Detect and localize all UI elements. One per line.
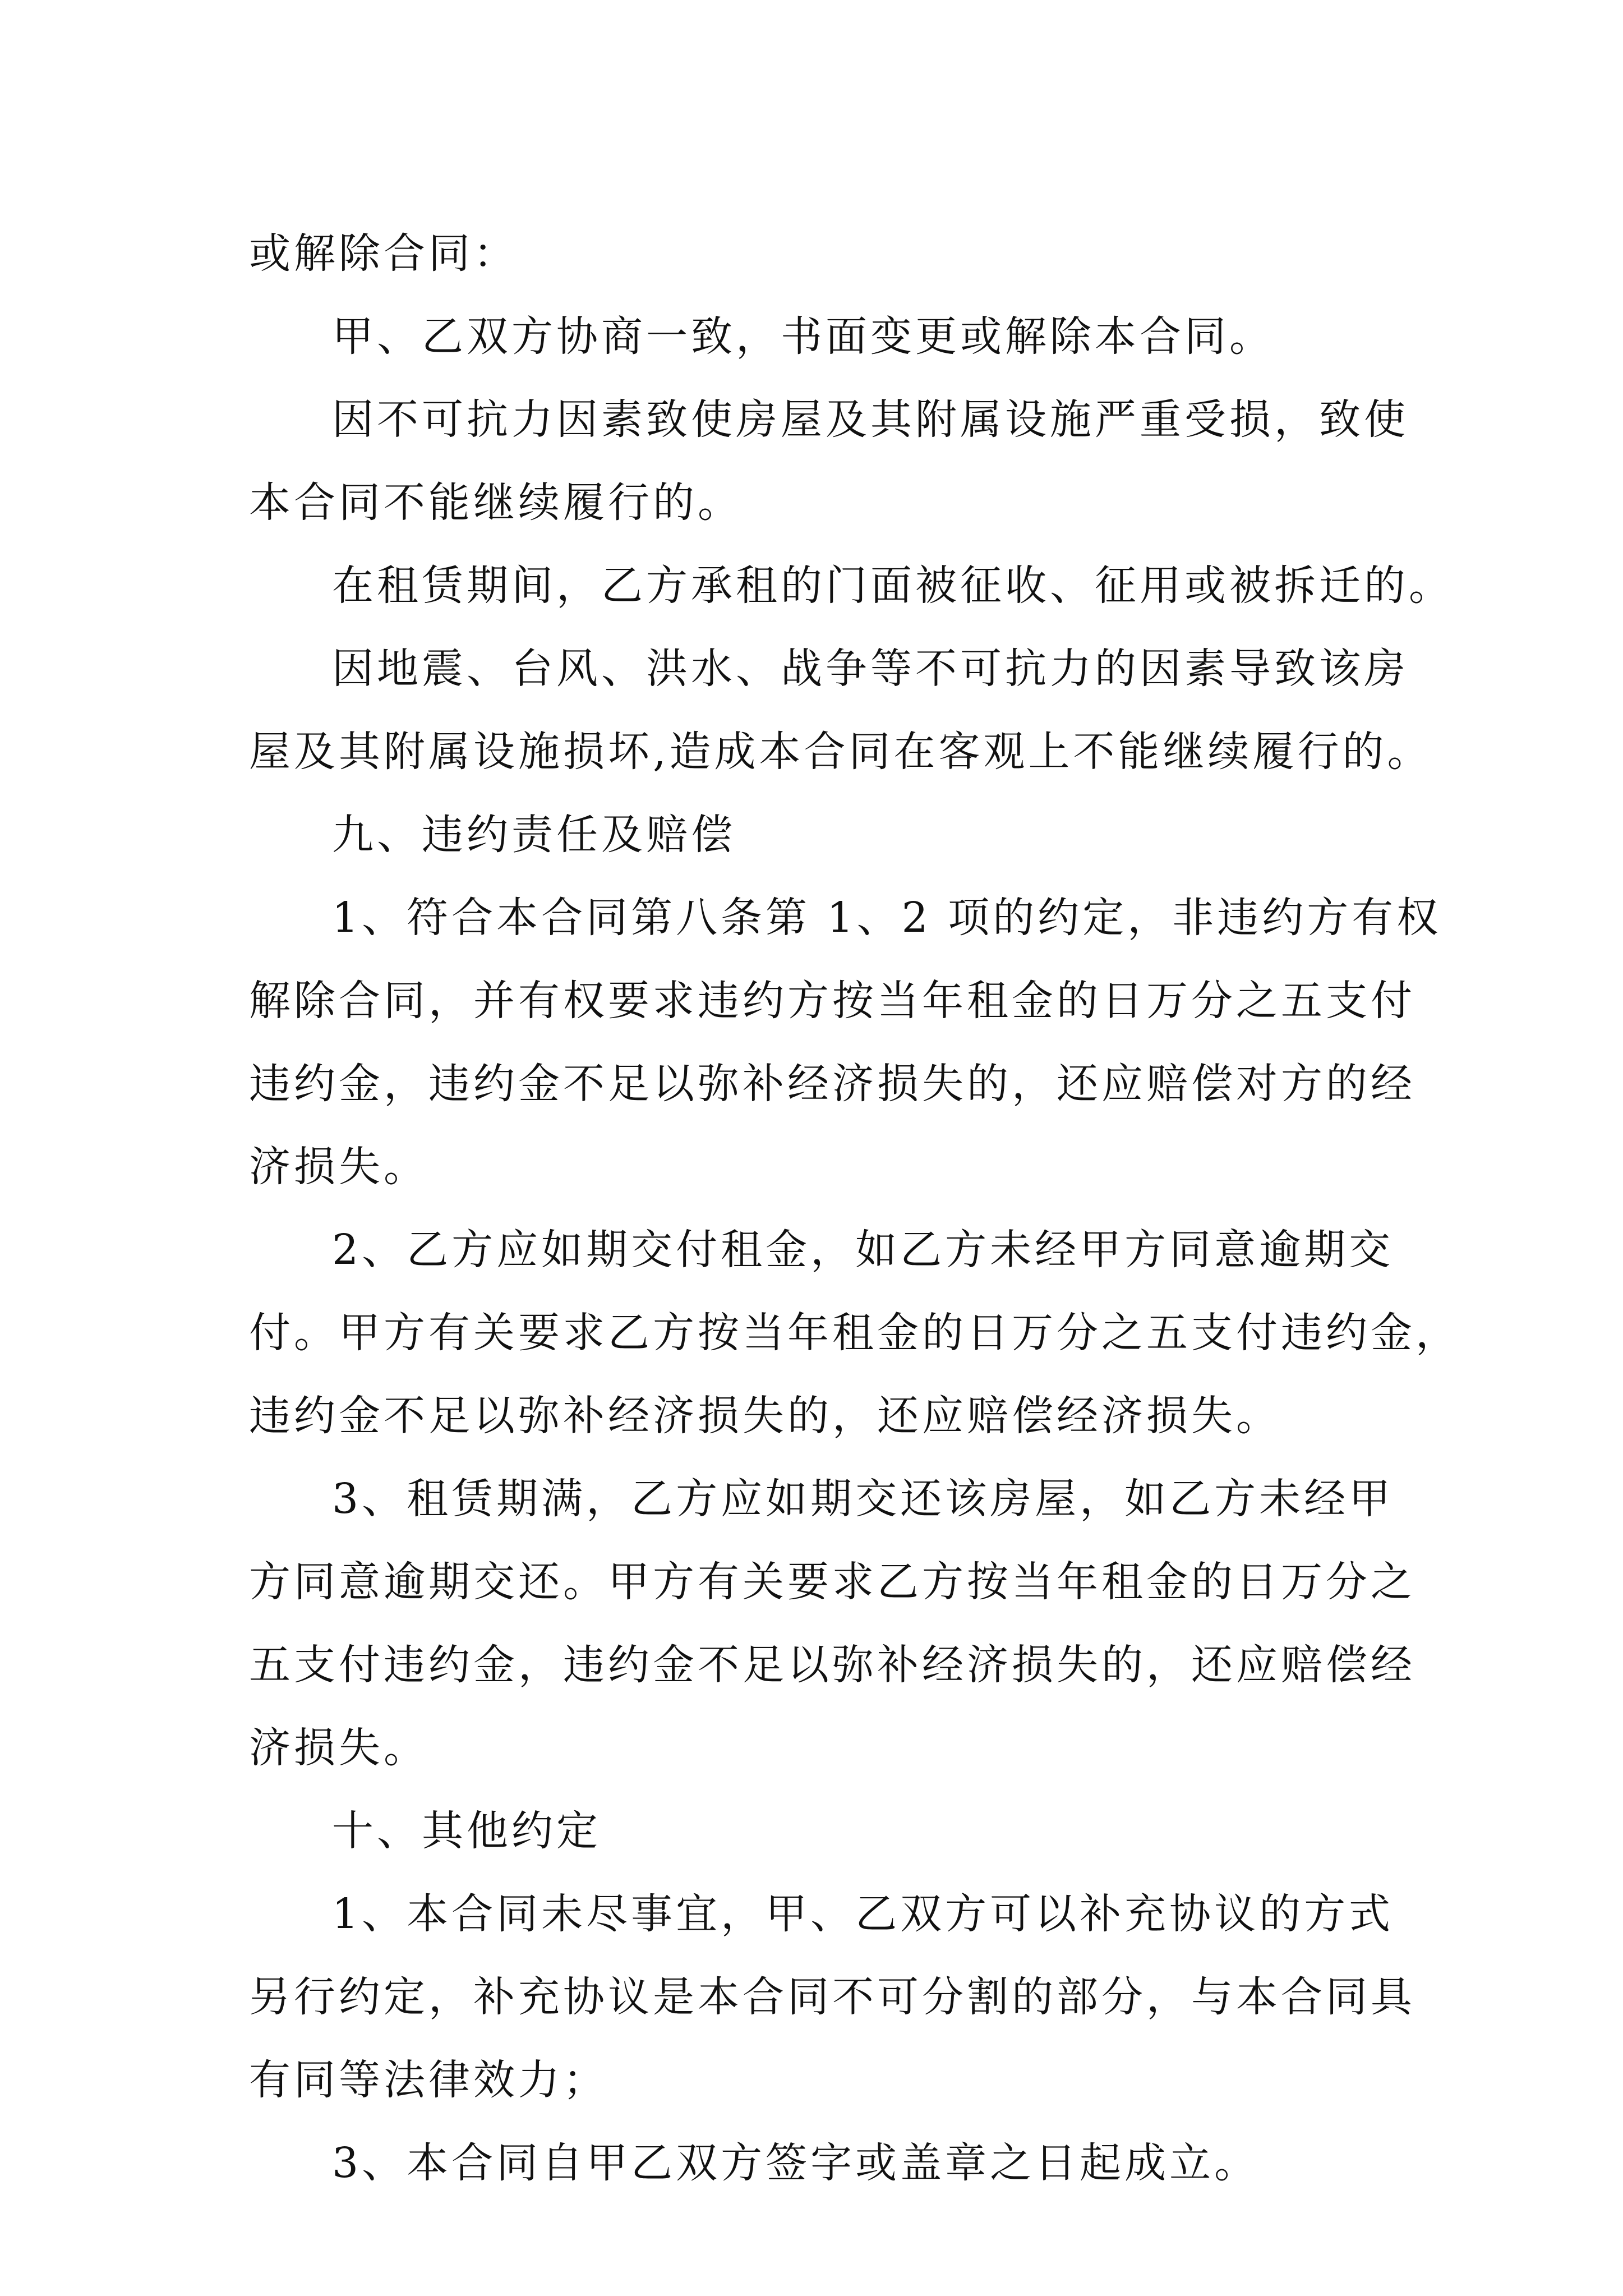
text-line: 另行约定，补充协议是本合同不可分割的部分，与本合同具: [249, 1973, 1415, 2021]
text-line: 方同意逾期交还。甲方有关要求乙方按当年租金的日万分之: [249, 1558, 1415, 1606]
text-line: 违约金，违约金不足以弥补经济损失的，还应赔偿对方的经: [249, 1060, 1415, 1108]
text-line: 因地震、台风、洪水、战争等不可抗力的因素导致该房: [332, 645, 1409, 693]
text-line: 2、乙方应如期交付租金，如乙方未经甲方同意逾期交: [332, 1226, 1394, 1274]
text-line: 在租赁期间，乙方承租的门面被征收、征用或被拆迁的。: [332, 562, 1454, 610]
text-line: 3、本合同自甲乙双方签字或盖章之日起成立。: [332, 2139, 1260, 2187]
text-line: 五支付违约金，违约金不足以弥补经济损失的，还应赔偿经: [249, 1641, 1415, 1689]
text-line: 或解除合同：: [249, 229, 518, 278]
text-line: 本合同不能继续履行的。: [249, 478, 743, 527]
paragraph-p7: [249, 1208, 1460, 1457]
paragraph-p11: [249, 2122, 1387, 2205]
text-line: 有同等法律效力；: [249, 2056, 608, 2104]
paragraph-p4: [249, 627, 1432, 793]
text-line: 付。甲方有关要求乙方按当年租金的日万分之五支付违约金，: [249, 1309, 1460, 1357]
text-line: 济损失。: [249, 1724, 428, 1772]
paragraph-p1: [249, 295, 1387, 378]
text-line: 济损失。: [249, 1143, 428, 1191]
paragraph-p0: [249, 212, 1387, 295]
text-line: 屋及其附属设施损坏,造成本合同在客观上不能继续履行的。: [249, 728, 1432, 776]
text-line: 1、本合同未尽事宜，甲、乙双方可以补充协议的方式: [332, 1890, 1394, 1938]
text-line: 甲、乙双方协商一致，书面变更或解除本合同。: [332, 312, 1274, 361]
paragraph-p6: [249, 876, 1442, 1208]
paragraph-p5: [249, 793, 1387, 876]
text-line: 违约金不足以弥补经济损失的，还应赔偿经济损失。: [249, 1392, 1281, 1440]
text-line: 3、租赁期满，乙方应如期交还该房屋，如乙方未经甲: [332, 1475, 1394, 1523]
text-line: 1、符合本合同第八条第 1、2 项的约定，非违约方有权: [332, 894, 1442, 942]
text-line: 十、其他约定: [332, 1807, 601, 1855]
text-line: 九、违约责任及赔偿: [332, 811, 736, 859]
text-line: 因不可抗力因素致使房屋及其附属设施严重受损，致使: [332, 395, 1409, 444]
paragraph-p10: [249, 1872, 1415, 2122]
text-line: 解除合同，并有权要求违约方按当年租金的日万分之五支付: [249, 977, 1415, 1025]
paragraph-p8: [249, 1457, 1415, 1789]
paragraph-p9: [249, 1789, 1387, 1872]
paragraph-p3: [249, 544, 1454, 627]
document-body: [249, 212, 1460, 2205]
paragraph-p2: [249, 378, 1409, 544]
